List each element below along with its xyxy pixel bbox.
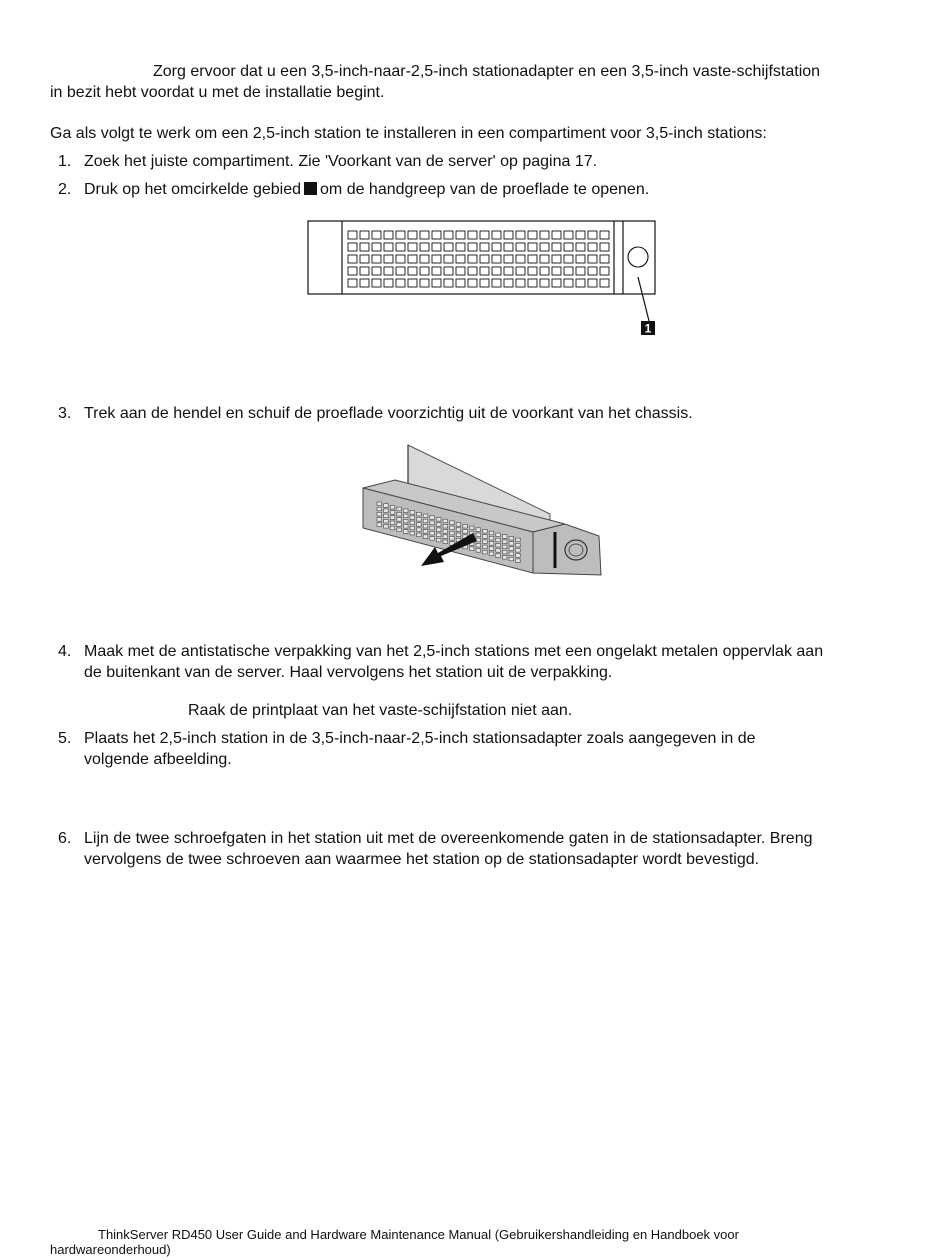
drive-tray-pull-figure [355,440,610,580]
step-number: 6. [58,830,72,847]
caution-text: Raak de printplaat van het vaste-schijfstation niet aan. [188,702,573,719]
step-text-line1: Plaats het 2,5-inch station in de 3,5-inch-naar-2,5-inch stationsadapter zoals aangegeven in de [84,730,756,747]
step-text: Trek aan de hendel en schuif de proeflade voorzichtig uit de voorkant van het chassis. [84,405,693,422]
step-text-line1: Lijn de twee schroefgaten in het station uit met de overeenkomende gaten in de stationsadapter. Breng [84,830,813,847]
step-1 [58,151,898,172]
step-text: Zoek het juiste compartiment. Zie 'Voorkant van de server' op pagina 17. [84,153,598,170]
procedure-intro: Ga als volgt te werk om een 2,5-inch station te installeren in een compartiment voor 3,5-inch stations: [50,125,767,142]
step-6 [58,828,898,870]
step-3 [58,403,898,424]
step-text-before: Druk op het omcirkelde gebied [84,181,302,198]
intro-note-line2: in bezit hebt voordat u met de installatie begint. [50,84,385,101]
step-number: 3. [58,405,72,422]
step-number: 2. [58,181,72,198]
step-number: 5. [58,730,72,747]
release-button-circle [628,247,648,267]
page-footer [50,1227,850,1257]
step-text-line2: vervolgens de twee schroeven aan waarmee het station op de stationsadapter wordt bevestigd. [84,851,760,868]
drive-tray-front-figure [305,219,660,339]
step-number: 4. [58,643,72,660]
circled-area-icon [304,182,317,195]
callout-number: 1 [644,321,652,336]
step-text-line2: de buitenkant van de server. Haal vervolgens het station uit de verpakking. [84,664,613,681]
footer-line2: hardwareonderhoud) [50,1242,171,1257]
step-text-line2: volgende afbeelding. [84,751,232,768]
footer-line1: ThinkServer RD450 User Guide and Hardware Maintenance Manual (Gebruikershandleiding en Handboek voor [98,1227,739,1242]
step-text-line1: Maak met de antistatische verpakking van het 2,5-inch stations met een ongelakt metalen oppervlak aan [84,643,824,660]
intro-note-line1: Zorg ervoor dat u een 3,5-inch-naar-2,5-inch stationadapter en een 3,5-inch vaste-schijfstation [153,63,821,80]
step-text-after: om de handgreep van de proeflade te openen. [320,181,650,198]
step-number: 1. [58,153,72,170]
step-5 [58,728,898,770]
step-2 [58,179,898,200]
step-4 [58,641,898,683]
